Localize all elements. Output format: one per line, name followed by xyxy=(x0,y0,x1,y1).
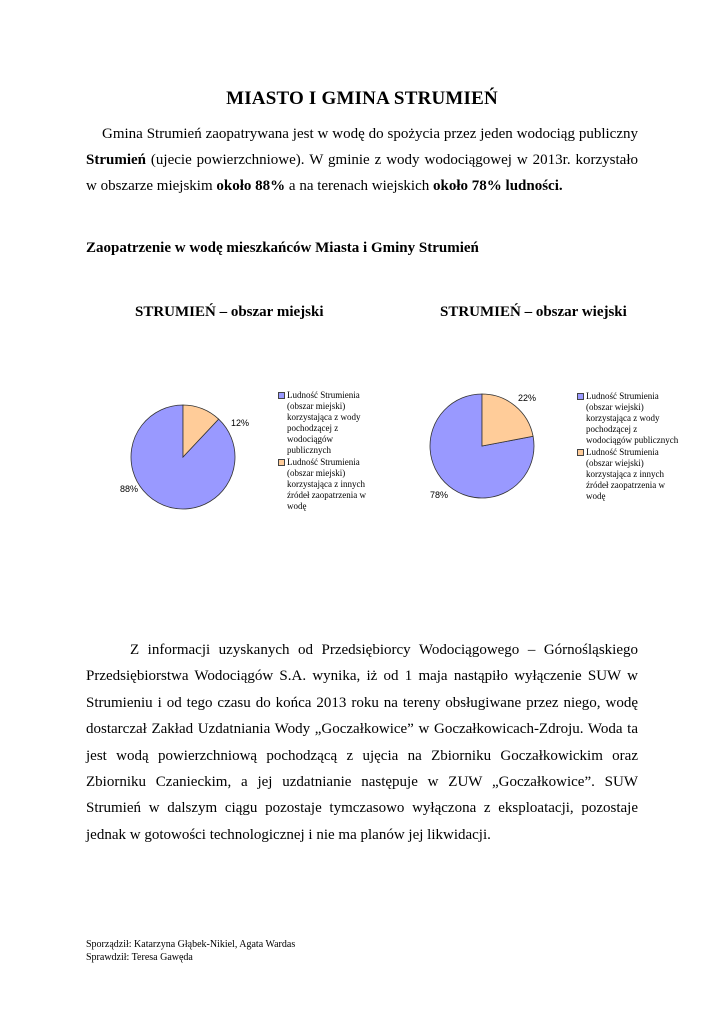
legend-line: źródeł zaopatrzenia w xyxy=(287,490,366,500)
page-title: MIASTO I GMINA STRUMIEŃ xyxy=(226,88,498,109)
footer xyxy=(86,938,295,964)
legend-line: (obszar miejski) xyxy=(287,401,346,411)
legend-item-0-1 xyxy=(278,457,378,512)
legend-swatch xyxy=(577,449,584,456)
intro-text-1: Gmina Strumień zaopatrywana jest w wodę do spożycia przez jeden wodociąg publiczny xyxy=(102,126,638,142)
legend-line: korzystająca z innych xyxy=(586,469,664,479)
legend-swatch xyxy=(278,459,285,466)
intro-bold-1: Strumień xyxy=(86,152,146,168)
legend-rural xyxy=(577,391,687,502)
pie-label-1-1: 22% xyxy=(518,393,537,403)
legend-swatch xyxy=(577,393,584,400)
legend-swatch xyxy=(278,392,285,399)
pie-label-0-0: 88% xyxy=(120,484,139,494)
pie-label-1-0: 78% xyxy=(430,490,449,500)
legend-item-0-0 xyxy=(278,390,378,456)
legend-line: Ludność Strumienia xyxy=(586,447,659,457)
legend-item-1-0 xyxy=(577,391,687,446)
footer-prepared: Sporządził: Katarzyna Głąbek-Nikiel, Agata Wardas xyxy=(86,939,296,950)
legend-urban xyxy=(278,390,378,512)
legend-line: korzystająca z wody xyxy=(586,413,660,423)
legend-line: (obszar wiejski) xyxy=(586,458,644,468)
body-paragraph xyxy=(86,637,638,848)
footer-checked: Sprawdził: Teresa Gawęda xyxy=(86,952,193,963)
legend-line: Ludność Strumienia xyxy=(287,390,360,400)
intro-text-3: a na terenach wiejskich xyxy=(285,178,434,194)
legend-item-1-1 xyxy=(577,447,687,502)
intro-text-2: (ujecie powierzchniowe). W gminie z wody wodociągowej w 2013r. korzystało w obszarze miejskim xyxy=(86,152,638,194)
intro-bold-3: około 78% ludności. xyxy=(433,178,563,194)
legend-line: Ludność Strumienia xyxy=(287,457,360,467)
legend-line: korzystająca z wody xyxy=(287,412,361,422)
legend-line: wodociągów xyxy=(287,434,333,444)
section-heading: Zaopatrzenie w wodę mieszkańców Miasta i Gminy Strumień xyxy=(86,240,479,256)
legend-line: wodę xyxy=(287,501,307,511)
legend-line: wodociągów publicznych xyxy=(586,435,679,445)
intro-bold-2: około 88% xyxy=(216,178,286,194)
legend-line: wodę xyxy=(586,491,606,501)
pie-label-0-1: 12% xyxy=(231,418,250,428)
legend-line: publicznych xyxy=(287,445,331,455)
legend-line: pochodzącej z xyxy=(586,424,638,434)
chart-title-rural: STRUMIEŃ – obszar wiejski xyxy=(440,304,627,320)
legend-line: (obszar wiejski) xyxy=(586,402,644,412)
legend-line: pochodzącej z xyxy=(287,423,339,433)
body-paragraph-text: Z informacji uzyskanych od Przedsiębiorcy Wodociągowego – Górnośląskiego Przedsiębiorstwa Wodociągów S.A. wynika, iż od 1 maja nastąpiło wyłączenie SUW w Strumieniu i od tego czasu do końca 2013 roku na tereny obsługiwane przez niego, wodę dostarczał Zakład Uzdatniania Wody „Goczałkowice” w Goczałkowicach-Zdroju. Woda ta jest wodą powierzchniową pochodzącą z ujęcia na Zbiorniku Goczałkowickim oraz Zbiorniku Czanieckim, a jej uzdatnianie następuje w ZUW „Goczałkowice”. SUW Strumień w dalszym ciągu pozostaje tymczasowo wyłączona z eksploatacji, pozostaje jednak w gotowości technologicznej i nie ma planów jej likwidacji. xyxy=(86,642,638,843)
legend-line: korzystająca z innych xyxy=(287,479,365,489)
legend-line: Ludność Strumienia xyxy=(586,391,659,401)
legend-line: (obszar miejski) xyxy=(287,468,346,478)
chart-title-urban: STRUMIEŃ – obszar miejski xyxy=(135,304,324,320)
legend-line: źródeł zaopatrzenia w xyxy=(586,480,665,490)
